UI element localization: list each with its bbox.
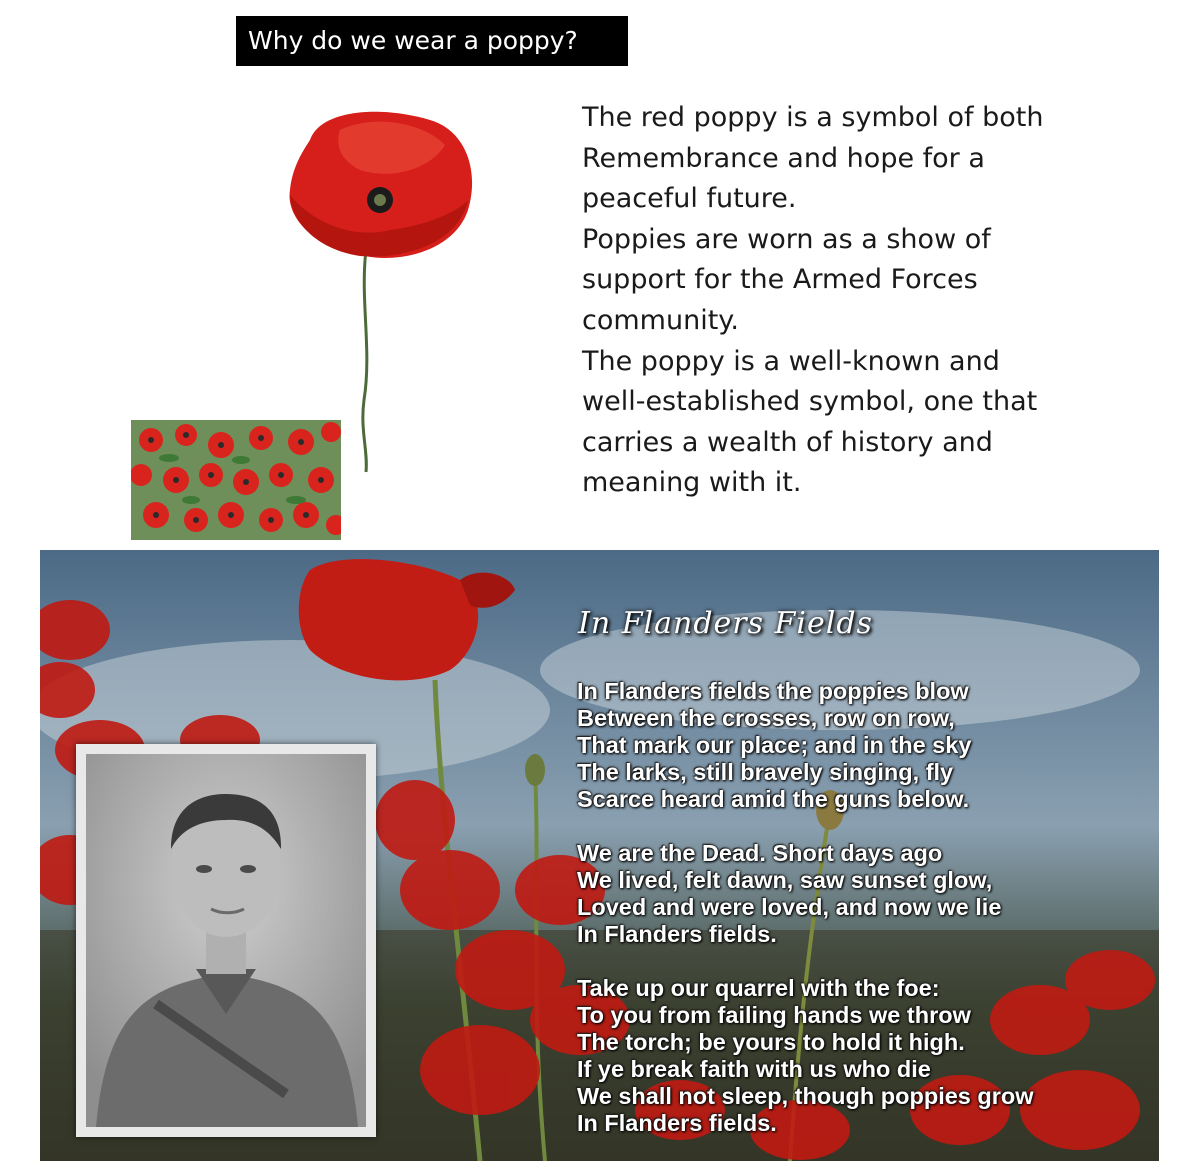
poem-line: In Flanders fields. [577,921,777,947]
poem-line: The larks, still bravely singing, fly [577,759,954,785]
intro-line: meaning with it. [582,467,802,499]
poem-title: In Flanders Fields [578,606,873,641]
poem-line: Loved and were loved, and now we lie [577,894,1002,920]
intro-line: community. [582,304,739,336]
poem-line: We shall not sleep, though poppies grow [577,1083,1034,1109]
intro-text [582,98,1082,504]
intro-line: carries a wealth of history and [582,426,993,458]
poem-stanza [577,840,1137,948]
poem-line: Take up our quarrel with the foe: [577,975,940,1001]
poem-stanza [577,678,1137,813]
poem-line: In Flanders fields the poppies blow [577,678,969,704]
page-title: Why do we wear a poppy? [236,16,628,66]
intro-line: Remembrance and hope for a [582,142,985,174]
intro-line: The poppy is a well-known and [582,345,1000,377]
poem-line: We are the Dead. Short days ago [577,840,943,866]
poem-line: That mark our place; and in the sky [577,732,972,758]
poem-stanza [577,975,1137,1137]
intro-line: well-established symbol, one that [582,386,1038,418]
intro-line: peaceful future. [582,183,797,215]
poem-line: If ye break faith with us who die [577,1056,931,1082]
portrait-frame [76,744,376,1137]
poem-line: We lived, felt dawn, saw sunset glow, [577,867,993,893]
poem-line: Scarce heard amid the guns below. [577,786,970,812]
poem-text [577,678,1137,1161]
intro-line: The red poppy is a symbol of both [582,102,1044,133]
poppy-pins-image [131,420,341,540]
poem-line: To you from failing hands we throw [577,1002,971,1028]
poem-line: The torch; be yours to hold it high. [577,1029,965,1055]
intro-line: Poppies are worn as a show of [582,223,991,255]
poem-banner [40,550,1159,1161]
poem-line: In Flanders fields. [577,1110,777,1136]
poem-line: Between the crosses, row on row, [577,705,955,731]
intro-line: support for the Armed Forces [582,264,978,296]
soldier-portrait [86,754,366,1127]
